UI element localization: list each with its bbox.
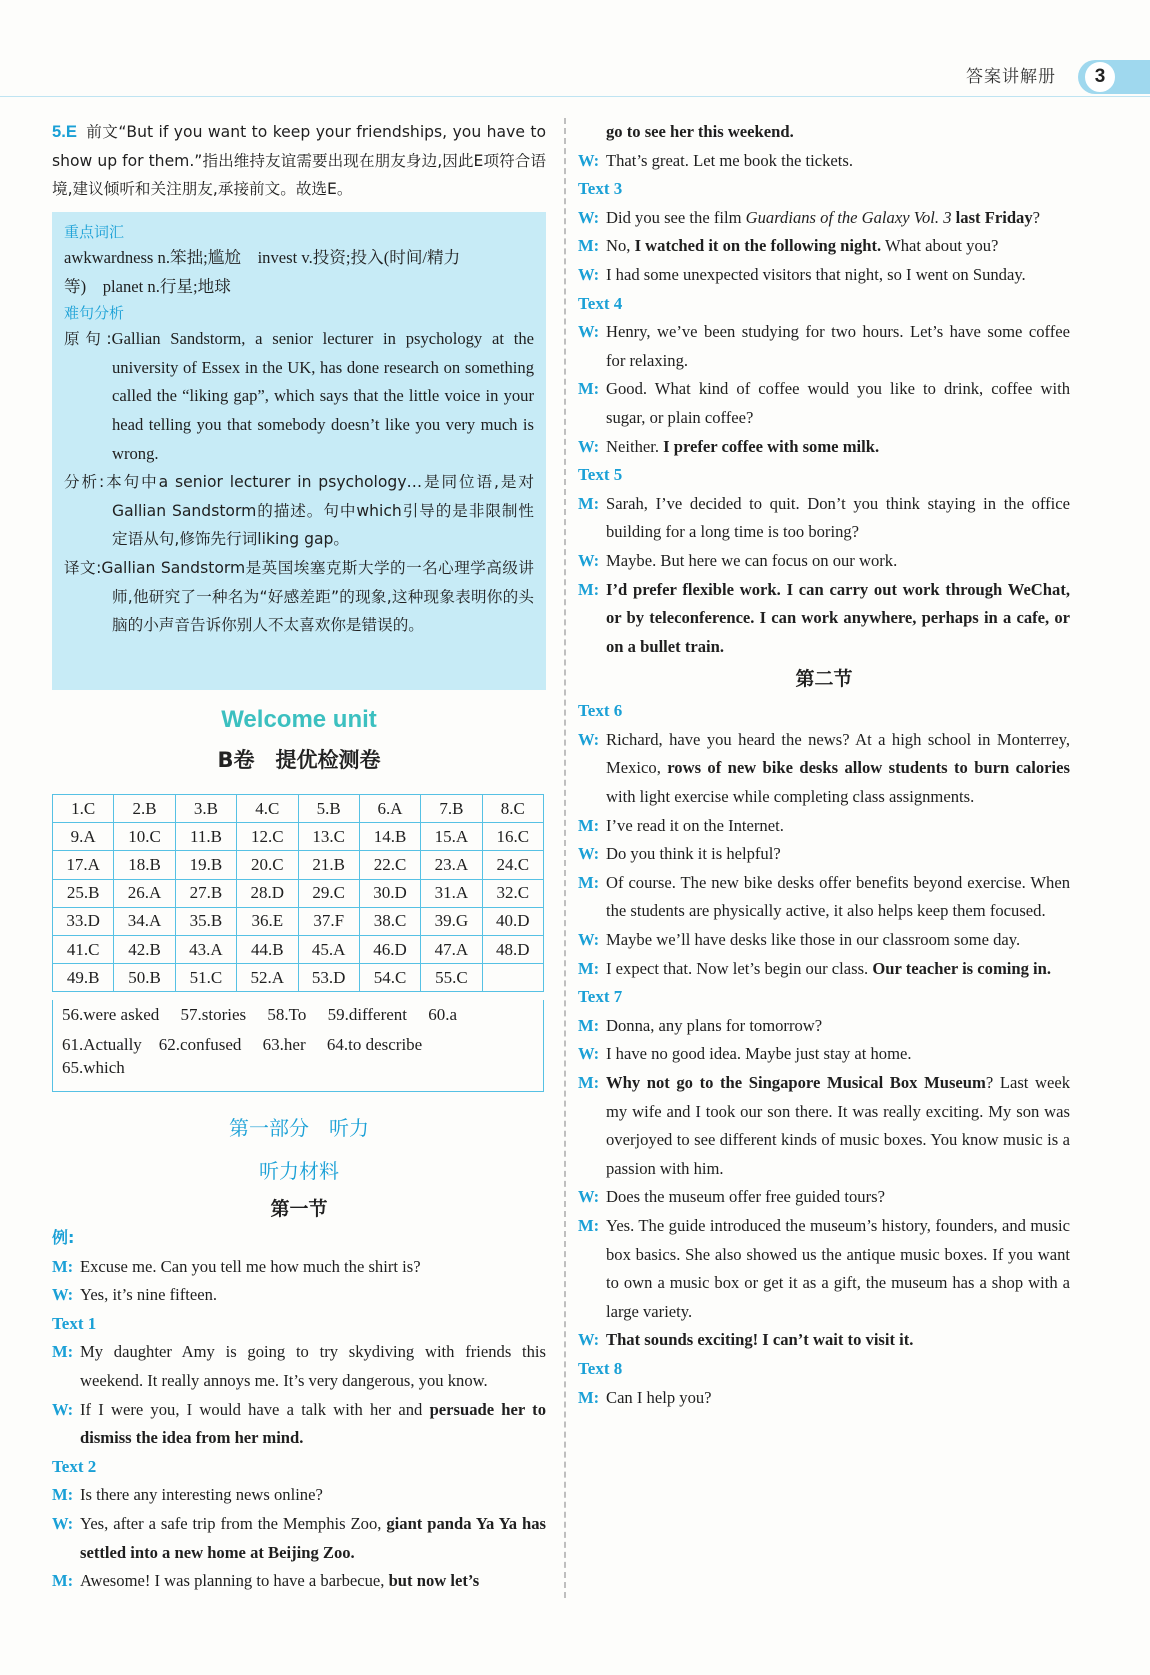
- dialogue-line: [578, 955, 1070, 984]
- answer-row: [53, 851, 544, 879]
- answer-cell: 35.B: [175, 907, 236, 935]
- analysis-text: 本句中a senior lecturer in psychology…是同位语,是对Gallian Sandstorm的描述。句中which引导的是非限制性定语从句,修饰先行词liking gap。: [104, 473, 534, 549]
- unit-heading: [52, 706, 546, 774]
- line-text: Is there any interesting news online?: [80, 1485, 323, 1505]
- key-phrase: That sounds exciting! I can’t wait to visit it.: [606, 1330, 914, 1350]
- answer-cell: 7.B: [421, 795, 482, 823]
- answer-cell: 41.C: [53, 935, 114, 963]
- text-part: Did you see the film: [606, 207, 746, 227]
- answer-cell: 10.C: [114, 823, 175, 851]
- speaker-w: W:: [578, 264, 600, 284]
- vocab-title: 重点词汇: [64, 223, 125, 241]
- key-phrase: I prefer coffee with some milk.: [663, 436, 880, 456]
- dialogue-line: [578, 1384, 1070, 1413]
- answer-cell: 11.B: [175, 823, 236, 851]
- dialogue-line: [52, 1396, 546, 1453]
- dialogue-line: [578, 1040, 1070, 1069]
- answer-cell: 48.D: [482, 935, 543, 963]
- answer-cell: 49.B: [53, 964, 114, 992]
- answer-cell: 37.F: [298, 907, 359, 935]
- answer-cell: 18.B: [114, 851, 175, 879]
- text-part: Awesome! I was planning to have a barbecue,: [80, 1571, 389, 1591]
- answer-cell: 42.B: [114, 935, 175, 963]
- translation-label: 译文:: [64, 558, 102, 577]
- key-phrase: go to see her this weekend.: [606, 122, 794, 141]
- answer-cell: 31.A: [421, 879, 482, 907]
- dialogue-line: [578, 1183, 1070, 1212]
- line-text: I had some unexpected visitors that night, so I went on Sunday.: [606, 264, 1026, 284]
- answer-cell: 20.C: [237, 851, 298, 879]
- answer-cell: 6.A: [359, 795, 420, 823]
- speaker-m: M:: [52, 1256, 74, 1276]
- line-text: Donna, any plans for tomorrow?: [606, 1015, 823, 1035]
- line-text: [606, 433, 1070, 462]
- line-text: Can I help you?: [606, 1387, 712, 1407]
- key-phrase: last Friday: [951, 207, 1033, 227]
- header-title: 答案讲解册: [966, 67, 1056, 87]
- dialogue-line: [52, 1481, 546, 1510]
- speaker-w: W:: [578, 322, 600, 342]
- answer-cell: 14.B: [359, 823, 420, 851]
- q5-label: 5.E: [52, 122, 77, 141]
- line-text: Yes, it’s nine fifteen.: [80, 1285, 218, 1305]
- line-text: [606, 1069, 1070, 1183]
- q5-explanation: [52, 118, 546, 204]
- test-title: B卷 提优检测卷: [217, 748, 381, 772]
- speaker-w: W:: [52, 1399, 74, 1419]
- answer-cell: 15.A: [421, 823, 482, 851]
- answer-cell: 25.B: [53, 879, 114, 907]
- analysis: [64, 468, 534, 554]
- speaker-w: W:: [52, 1513, 74, 1533]
- section-1-title: 第一节: [270, 1198, 328, 1220]
- line-text: I have no good idea. Maybe just stay at home.: [606, 1044, 912, 1064]
- text-8-label: Text 8: [578, 1358, 623, 1378]
- answer-row: [53, 795, 544, 823]
- answer-cell: 26.A: [114, 879, 175, 907]
- answer-cell: 30.D: [359, 879, 420, 907]
- speaker-m: M:: [52, 1571, 74, 1591]
- answer-cell: 36.E: [237, 907, 298, 935]
- answer-cell: 44.B: [237, 935, 298, 963]
- original-label: 原句:: [64, 330, 112, 349]
- answer-cell: 8.C: [482, 795, 543, 823]
- material-title: 听力材料: [259, 1159, 339, 1183]
- dialogue-line: [52, 1253, 546, 1282]
- answer-cell: 50.B: [114, 964, 175, 992]
- dialogue-line: [578, 1069, 1070, 1183]
- dialogue-line: [578, 118, 1070, 147]
- line-text: Of course. The new bike desks offer benefits beyond exercise. When the students are physically active, it also helps keep them focused.: [606, 872, 1070, 921]
- answer-cell: 54.C: [359, 964, 420, 992]
- speaker-w: W:: [52, 1285, 74, 1305]
- answer-cell: 38.C: [359, 907, 420, 935]
- dialogue-line: [578, 204, 1070, 233]
- dialogue-line: [578, 840, 1070, 869]
- example-label: 例:: [52, 1228, 75, 1247]
- speaker-w: W:: [578, 550, 600, 570]
- answer-cell: 3.B: [175, 795, 236, 823]
- speaker-w: W:: [578, 436, 600, 456]
- page-number: 3: [1084, 61, 1116, 93]
- line-text: [80, 1510, 546, 1567]
- answer-cell: [482, 964, 543, 992]
- section-2-title: 第二节: [795, 668, 853, 691]
- original-text: Gallian Sandstorm, a senior lecturer in psychology at the university of Essex in the UK, has done research on something called the “liking gap”, which says that the little voice in your head telling you that somebody doesn’t like you very much is wrong.: [111, 329, 534, 463]
- right-dialogues: [578, 118, 1070, 1412]
- dialogue-line: [578, 490, 1070, 547]
- line-text: I’ve read it on the Internet.: [606, 815, 784, 835]
- text-part: Neither.: [606, 436, 664, 456]
- speaker-w: W:: [578, 1044, 600, 1064]
- key-phrase: Why not go to the Singapore Musical Box Museum: [606, 1073, 986, 1092]
- answer-cell: 16.C: [482, 823, 543, 851]
- speaker-m: M:: [578, 579, 600, 599]
- answer-row: [53, 964, 544, 992]
- text-3-label: Text 3: [578, 179, 623, 199]
- answer-cell: 55.C: [421, 964, 482, 992]
- translation-text: Gallian Sandstorm是英国埃塞克斯大学的一名心理学高级讲师,他研究了一种名为“好感差距”的现象,这种现象表明你的头脑的小声音告诉你别人不太喜欢你是错误的。: [101, 558, 535, 635]
- dialogue-line: [578, 433, 1070, 462]
- answer-cell: 4.C: [237, 795, 298, 823]
- speaker-m: M:: [578, 1073, 600, 1092]
- line-text: Maybe we’ll have desks like those in our classroom some day.: [606, 930, 1021, 950]
- text-6-label: Text 6: [578, 701, 623, 721]
- line-text: That’s great. Let me book the tickets.: [606, 150, 853, 170]
- speaker-w: W:: [578, 1187, 600, 1207]
- line-text: My daughter Amy is going to try skydiving with friends this weekend. It really annoys me. It’s very dangerous, you know.: [80, 1342, 546, 1390]
- answer-row: [53, 823, 544, 851]
- speaker-m: M:: [578, 1387, 600, 1407]
- listening-part: [52, 1112, 546, 1221]
- text-part: If I were you, I would have a talk with her and: [80, 1399, 430, 1419]
- speaker-m: M:: [578, 815, 600, 835]
- dialogue-line: [578, 726, 1070, 812]
- speaker-w: W:: [578, 150, 600, 170]
- line-text: Does the museum offer free guided tours?: [606, 1187, 885, 1207]
- speaker-m: M:: [578, 1215, 600, 1235]
- line-text: Do you think it is helpful?: [606, 844, 781, 864]
- speaker-w: W:: [578, 1330, 600, 1350]
- line-text: Maybe. But here we can focus on our work.: [606, 550, 898, 570]
- dialogue-line: [578, 147, 1070, 176]
- line-text: Yes. The guide introduced the museum’s history, founders, and music box basics. She also showed us the antique music boxes. If you want to own a music box or get it as a gift, the museum has a shop with a large variety.: [606, 1215, 1070, 1321]
- key-phrase: Our teacher is coming in.: [872, 958, 1052, 978]
- text-part: Richard, have you heard the news? At a high school in Monterrey, Mexico,: [606, 729, 1070, 778]
- speaker-w: W:: [578, 729, 600, 749]
- dialogue-line: [578, 869, 1070, 926]
- text-5-label: Text 5: [578, 465, 623, 485]
- answer-cell: 46.D: [359, 935, 420, 963]
- text-part: No,: [606, 236, 635, 256]
- speaker-w: W:: [578, 207, 600, 227]
- answer-row: [53, 879, 544, 907]
- text-part: ?: [1032, 207, 1041, 227]
- key-phrase: I watched it on the following night.: [634, 236, 882, 256]
- line-text: [606, 955, 1070, 984]
- line-text: [606, 232, 1070, 261]
- answer-cell: 27.B: [175, 879, 236, 907]
- text-part: What about you?: [881, 236, 999, 256]
- line-text: [606, 204, 1070, 233]
- key-phrase: I’d prefer flexible work. I can carry out work through WeChat, or by teleconference. I can work anywhere, perhaps in a cafe, or on a bullet train.: [606, 579, 1070, 656]
- column-divider: [564, 118, 566, 1598]
- dialogue-line: [52, 1567, 546, 1596]
- fill-line-2: 61.Actually 62.confused 63.her 64.to describe: [62, 1035, 423, 1054]
- answer-cell: 34.A: [114, 907, 175, 935]
- dialogue-line: [578, 261, 1070, 290]
- dialogue-line: [52, 1338, 546, 1395]
- answer-cell: 29.C: [298, 879, 359, 907]
- answer-cell: 40.D: [482, 907, 543, 935]
- line-text: Excuse me. Can you tell me how much the shirt is?: [80, 1256, 421, 1276]
- answer-row: [53, 935, 544, 963]
- left-dialogues: [52, 1224, 546, 1596]
- dialogue-line: [578, 318, 1070, 375]
- answer-cell: 52.A: [237, 964, 298, 992]
- answer-cell: 24.C: [482, 851, 543, 879]
- answer-row: [53, 907, 544, 935]
- fill-line-3: 65.which: [62, 1058, 125, 1077]
- answer-cell: 2.B: [114, 795, 175, 823]
- speaker-w: W:: [578, 930, 600, 950]
- key-phrase: giant panda Ya Ya has settled into a new home at Beijing Zoo.: [80, 1513, 546, 1562]
- answer-cell: 32.C: [482, 879, 543, 907]
- speaker-m: M:: [578, 872, 600, 892]
- difficult-title: 难句分析: [64, 304, 125, 323]
- dialogue-line: [52, 1281, 546, 1310]
- text-7-label: Text 7: [578, 987, 623, 1007]
- answer-cell: 51.C: [175, 964, 236, 992]
- part-title: 第一部分 听力: [229, 1116, 369, 1140]
- text-2-label: Text 2: [52, 1456, 97, 1476]
- spacer: [578, 118, 606, 147]
- dialogue-line: [578, 576, 1070, 662]
- line-text: Sarah, I’ve decided to quit. Don’t you think staying in the office building for a long time is too boring?: [606, 493, 1070, 542]
- film-title: Guardians of the Galaxy Vol. 3: [745, 207, 952, 227]
- line-text: [80, 1567, 546, 1596]
- speaker-m: M:: [578, 958, 600, 978]
- speaker-m: M:: [52, 1342, 74, 1362]
- answer-cell: 53.D: [298, 964, 359, 992]
- dialogue-line: [578, 1012, 1070, 1041]
- answer-cell: 1.C: [53, 795, 114, 823]
- fill-line-1: 56.were asked 57.stories 58.To 59.different 60.a: [62, 1005, 458, 1024]
- translation: [64, 554, 534, 640]
- answer-cell: 39.G: [421, 907, 482, 935]
- dialogue-line: [578, 926, 1070, 955]
- answer-cell: 5.B: [298, 795, 359, 823]
- answer-cell: 9.A: [53, 823, 114, 851]
- line-text: Henry, we’ve been studying for two hours. Let’s have some coffee for relaxing.: [606, 322, 1070, 370]
- answer-table: [52, 794, 544, 992]
- analysis-box: [52, 212, 546, 690]
- answer-cell: 13.C: [298, 823, 359, 851]
- line-text: [606, 726, 1070, 812]
- speaker-m: M:: [52, 1485, 74, 1505]
- key-phrase: persuade her to dismiss the idea from her mind.: [80, 1399, 546, 1448]
- dialogue-line: [578, 232, 1070, 261]
- line-text: Good. What kind of coffee would you like to drink, coffee with sugar, or plain coffee?: [606, 379, 1070, 427]
- text-part: with light exercise while completing class assignments.: [606, 787, 975, 807]
- vocab-line-1: awkwardness n.笨拙;尴尬 invest v.投资;投入(时间/精力: [64, 248, 461, 267]
- text-4-label: Text 4: [578, 293, 623, 313]
- dialogue-line: [578, 1326, 1070, 1355]
- q5-text: 前文“But if you want to keep your friendships, you have to show up for them.”指出维持友谊需要出现在朋友身边,因此E项符合语境,建议倾听和关注朋友,承接前文。故选E。: [52, 123, 547, 199]
- answer-cell: 45.A: [298, 935, 359, 963]
- line-text: [80, 1396, 546, 1453]
- answer-cell: 47.A: [421, 935, 482, 963]
- speaker-m: M:: [578, 1015, 600, 1035]
- speaker-w: W:: [578, 844, 600, 864]
- analysis-label: 分析:: [64, 473, 105, 492]
- dialogue-line: [578, 375, 1070, 432]
- answer-cell: 28.D: [237, 879, 298, 907]
- dialogue-line: [578, 812, 1070, 841]
- answer-cell: 23.A: [421, 851, 482, 879]
- text-part: I expect that. Now let’s begin our class.: [606, 958, 873, 978]
- text-1-label: Text 1: [52, 1313, 97, 1333]
- answer-cell: 21.B: [298, 851, 359, 879]
- answer-cell: 33.D: [53, 907, 114, 935]
- answer-cell: 22.C: [359, 851, 420, 879]
- dialogue-line: [578, 1212, 1070, 1326]
- dialogue-line: [52, 1510, 546, 1567]
- answer-cell: 19.B: [175, 851, 236, 879]
- vocab-line-2: 等) planet n.行星;地球: [64, 276, 231, 296]
- answer-cell: 12.C: [237, 823, 298, 851]
- speaker-m: M:: [578, 236, 600, 256]
- unit-title: Welcome unit: [221, 706, 377, 733]
- speaker-m: M:: [578, 493, 600, 513]
- text-part: Yes, after a safe trip from the Memphis Zoo,: [80, 1513, 387, 1533]
- answer-cell: 17.A: [53, 851, 114, 879]
- dialogue-line: [578, 547, 1070, 576]
- text-part: ? Last week my wife and I took our son there. It was really exciting. My son was overjoyed to see different kinds of music boxes. You know music is a passion with him.: [606, 1073, 1071, 1178]
- speaker-m: M:: [578, 379, 600, 399]
- key-phrase: rows of new bike desks allow students to burn calories: [667, 758, 1070, 778]
- original-sentence: [64, 325, 534, 468]
- answer-cell: 43.A: [175, 935, 236, 963]
- header-rule: [0, 96, 1150, 97]
- key-phrase: but now let’s: [388, 1571, 480, 1591]
